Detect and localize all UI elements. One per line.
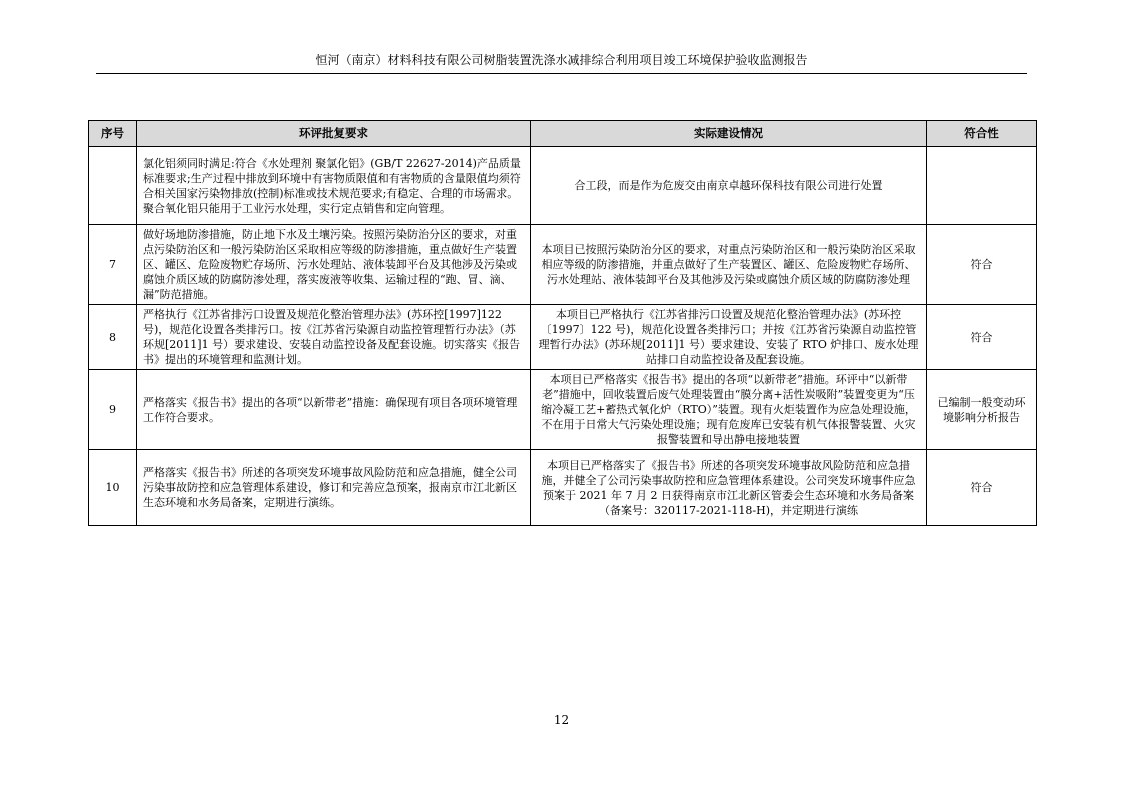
row-number: 7 <box>89 225 137 305</box>
row-number: 9 <box>89 370 137 450</box>
column-header-requirement: 环评批复要求 <box>137 121 531 147</box>
conformity-cell: 已编制一般变动环境影响分析报告 <box>927 370 1037 450</box>
table-row <box>89 147 1037 225</box>
requirement-cell: 氯化铝须同时满足:符合《水处理剂 聚氯化铝》(GB/T 22627-2014)产品质量标准要求;生产过程中排放到环境中有害物质限值和有害物质的含量限值均须符合相关国家污染物排放(控制)标准或技术规范要求;有稳定、合理的市场需求。聚合氧化铝只能用于工业污水处理，实行定点销售和定向管理。 <box>137 147 531 225</box>
actual-cell: 本项目已严格落实《报告书》提出的各项“以新带老”措施。环评中“以新带老”措施中，回收装置后废气处理装置由“膜分离+活性炭吸附”装置变更为“压缩冷凝工艺+蓄热式氧化炉（RTO）”装置。现有火炬装置作为应急处理设施，不在用于日常大气污染处理设施；现有危废库已安装有机气体报警装置、火灾报警装置和导出静电接地装置 <box>531 370 927 450</box>
requirement-cell: 严格落实《报告书》所述的各项突发环境事故风险防范和应急措施，健全公司污染事故防控和应急管理体系建设，修订和完善应急预案，报南京市江北新区生态环境和水务局备案，定期进行演练。 <box>137 450 531 526</box>
actual-cell: 合工段，而是作为危废交由南京卓越环保科技有限公司进行处置 <box>531 147 927 225</box>
row-number <box>89 147 137 225</box>
column-header-no: 序号 <box>89 121 137 147</box>
table-row <box>89 225 1037 305</box>
conformity-cell <box>927 147 1037 225</box>
approval-compliance-table <box>88 120 1037 526</box>
header-divider <box>96 73 1027 74</box>
requirement-cell: 做好场地防渗措施，防止地下水及土壤污染。按照污染防治分区的要求，对重点污染防治区和一般污染防治区采取相应等级的防渗措施，重点做好生产装置区、罐区、危险废物贮存场所、污水处理站、液体装卸平台及其他涉及污染或腐蚀介质区域的防腐防渗处理，落实废液等收集、运输过程的“跑、冒、滴、漏”防范措施。 <box>137 225 531 305</box>
page-header-title: 恒河（南京）材料科技有限公司树脂装置洗涤水减排综合利用项目竣工环境保护验收监测报告 <box>315 53 808 67</box>
conformity-cell: 符合 <box>927 450 1037 526</box>
requirement-cell: 严格执行《江苏省排污口设置及规范化整治管理办法》(苏环控[1997]122号)，规范化设置各类排污口。按《江苏省污染源自动监控管理暂行办法》（苏环规[2011]1 号）要求建设、安装自动监控设备及配套设施。切实落实《报告书》提出的环境管理和监测计划。 <box>137 305 531 370</box>
column-header-conformity: 符合性 <box>927 121 1037 147</box>
row-number: 8 <box>89 305 137 370</box>
actual-cell: 本项目已严格执行《江苏省排污口设置及规范化整治管理办法》(苏环控〔1997〕122 号)，规范化设置各类排污口；并按《江苏省污染源自动监控管理暂行办法》(苏环规[2011]1 号）要求建设、安装了 RTO 炉排口、废水处理站排口自动监控设备及配套设施。 <box>531 305 927 370</box>
actual-cell: 本项目已严格落实了《报告书》所述的各项突发环境事故风险防范和应急措施，并健全了公司污染事故防控和应急管理体系建设。公司突发环境事件应急预案于 2021 年 7 月 2 日获得南京市江北新区管委会生态环境和水务局备案（备案号：320117-2021-118-H)，并定期进行演练 <box>531 450 927 526</box>
table-row <box>89 370 1037 450</box>
column-header-actual: 实际建设情况 <box>531 121 927 147</box>
table-header-row <box>89 121 1037 147</box>
row-number: 10 <box>89 450 137 526</box>
page-number: 12 <box>553 713 570 727</box>
actual-cell: 本项目已按照污染防治分区的要求，对重点污染防治区和一般污染防治区采取相应等级的防渗措施，并重点做好了生产装置区、罐区、危险废物贮存场所、污水处理站、液体装卸平台及其他涉及污染或腐蚀介质区域的防腐防渗处理 <box>531 225 927 305</box>
table-row <box>89 450 1037 526</box>
conformity-cell: 符合 <box>927 305 1037 370</box>
table-row <box>89 305 1037 370</box>
conformity-cell: 符合 <box>927 225 1037 305</box>
requirement-cell: 严格落实《报告书》提出的各项“以新带老”措施：确保现有项目各项环境管理工作符合要求。 <box>137 370 531 450</box>
